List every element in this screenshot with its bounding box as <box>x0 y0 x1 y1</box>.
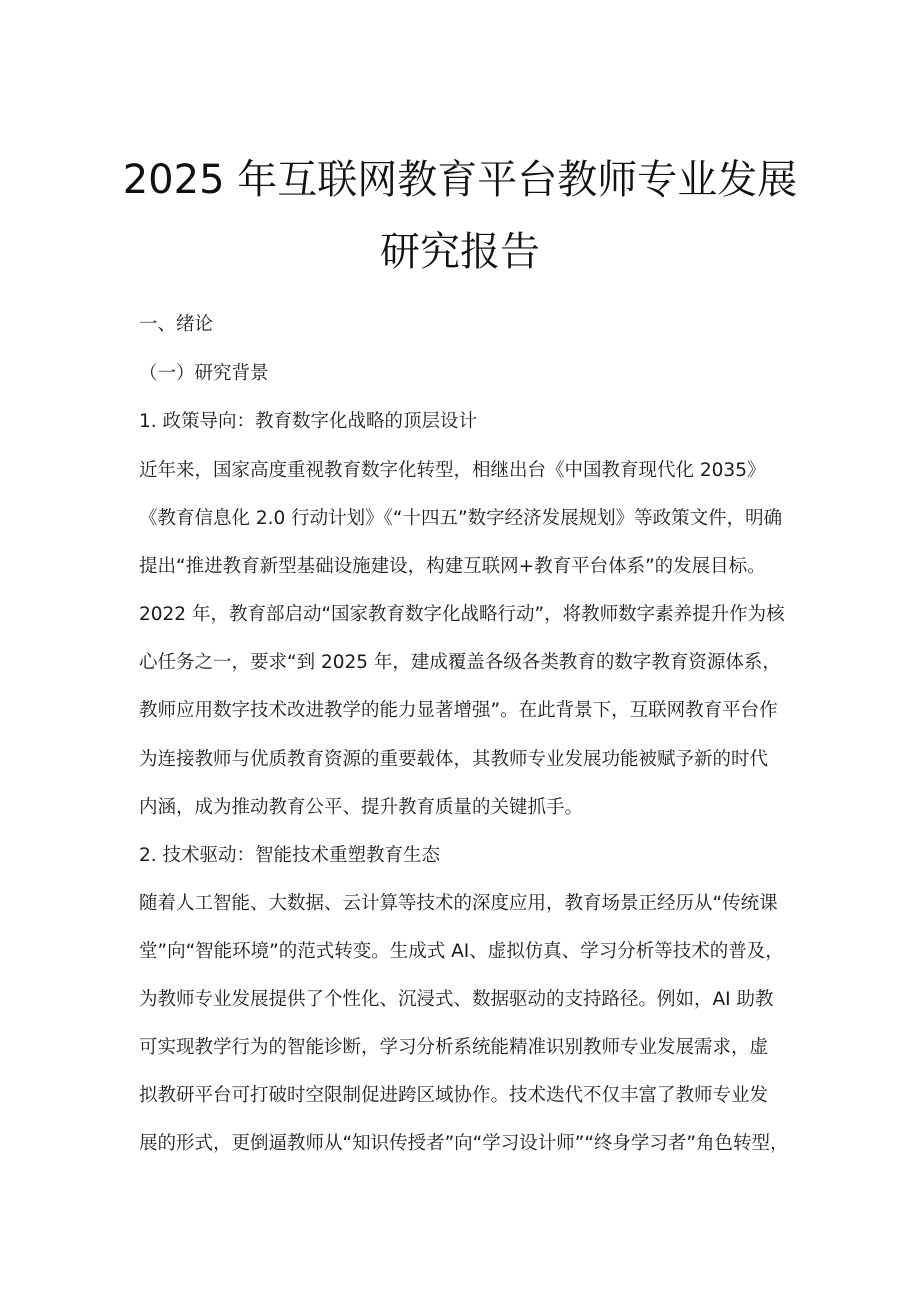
paragraph-line: 为教师专业发展提供了个性化、沉浸式、数据驱动的支持路径。例如，AI 助教 <box>139 989 774 1010</box>
paragraph-line: 为连接教师与优质教育资源的重要载体，其教师专业发展功能被赋予新的时代 <box>139 749 769 770</box>
paragraph-line: 提出“推进教育新型基础设施建设，构建互联网+教育平台体系”的发展目标。 <box>139 556 766 577</box>
paragraph-line: 教师应用数字技术改进教学的能力显著增强”。在此背景下，互联网教育平台作 <box>139 700 778 721</box>
paragraph-line: 心任务之一，要求“到 2025 年，建成覆盖各级各类教育的数字教育资源体系， <box>139 652 781 673</box>
document-title-line-2: 研究报告 <box>380 229 540 275</box>
paragraph-line: 拟教研平台可打破时空限制促进跨区域协作。技术迭代不仅丰富了教师专业发 <box>139 1085 769 1106</box>
paragraph-line: 2022 年，教育部启动“国家教育数字化战略行动”，将教师数字素养提升作为核 <box>139 604 785 625</box>
paragraph-line: 《教育信息化 2.0 行动计划》《“十四五”数字经济发展规划》等政策文件，明确 <box>139 508 783 529</box>
paragraph-line: 近年来，国家高度重视教育数字化转型，相继出台《中国教育现代化 2035》 <box>139 460 766 481</box>
paragraph-line: 堂”向“智能环境”的范式转变。生成式 AI、虚拟仿真、学习分析等技术的普及， <box>139 941 784 962</box>
paragraph-line: 内涵，成为推动教育公平、提升教育质量的关键抓手。 <box>139 797 584 818</box>
subsection-heading: （一）研究背景 <box>139 363 269 384</box>
paragraph-line: 可实现教学行为的智能诊断，学习分析系统能精准识别教师专业发展需求，虚 <box>139 1037 769 1058</box>
document-title-line-1: 2025 年互联网教育平台教师专业发展 <box>122 157 798 203</box>
paragraph-line: 展的形式，更倒逼教师从“知识传授者”向“学习设计师”“终身学习者”角色转型， <box>139 1133 789 1154</box>
item1-heading: 1. 政策导向：教育数字化战略的顶层设计 <box>139 411 478 432</box>
paragraph-line: 随着人工智能、大数据、云计算等技术的深度应用，教育场景正经历从“传统课 <box>139 893 778 914</box>
section-heading: 一、绪论 <box>139 314 214 335</box>
item2-heading: 2. 技术驱动：智能技术重塑教育生态 <box>139 845 441 866</box>
